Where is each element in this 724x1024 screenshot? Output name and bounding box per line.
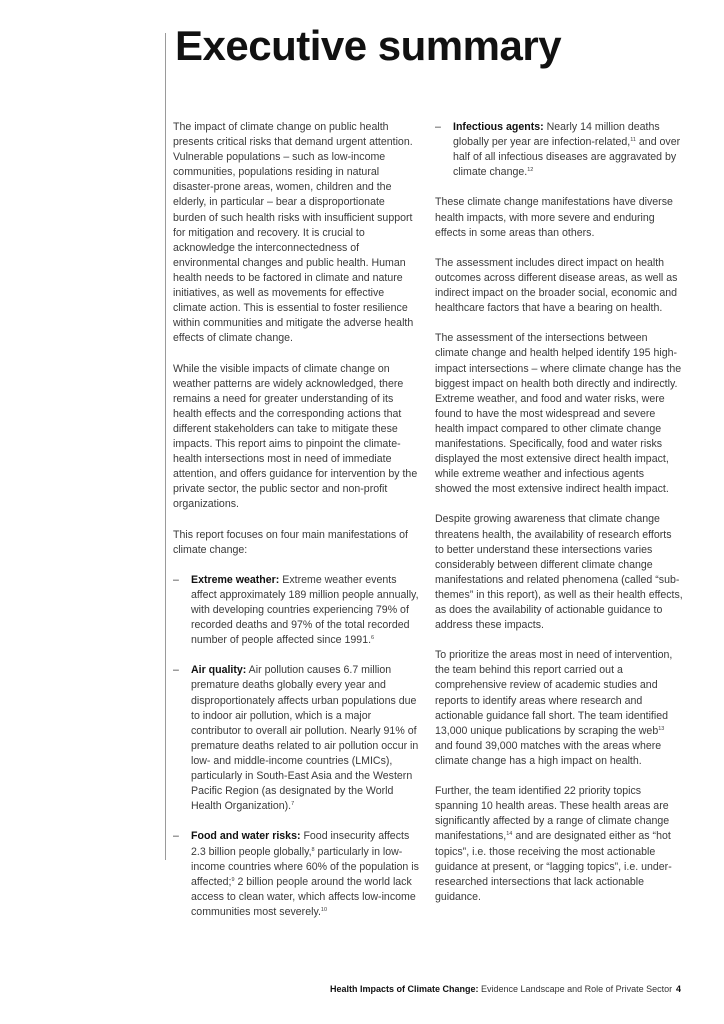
paragraph-text: To prioritize the areas most in need of intervention, the team behind this report carried out a comprehensive review of academic studies and reports to identify areas where research and actionable guidance fall short. The team identified 13,000 unique publications by scraping the web [435, 649, 673, 737]
paragraph-prioritization [435, 648, 683, 769]
bullet-food-water [173, 829, 420, 920]
page-number: 4 [676, 984, 682, 994]
bullet-text: Food insecurity affects 2.3 billion people globally, [191, 830, 410, 858]
bullet-label: Air quality: [191, 664, 247, 677]
bullet-text: particularly in low-income countries where 60% of the population is affected; [191, 845, 419, 888]
footer-title-bold: Health Impacts of Climate Change: [330, 984, 479, 994]
page-title: Executive summary [175, 22, 562, 69]
paragraph-assessment-scope: The assessment includes direct impact on health outcomes across different disease areas, as well as indirect impact on the broader social, economic and healthcare factors that have a bearing on health. [435, 256, 678, 315]
bullet-label: Extreme weather: [191, 573, 280, 586]
footnote-ref: 13 [658, 725, 665, 732]
footnote-ref: 12 [527, 167, 534, 174]
paragraph-intersections: The assessment of the intersections between climate change and health helped identify 195 high-impact intersections – where climate change has the biggest impact on health both directly and indirectly. Extreme weather, and food and water risks, were found to have the most widespread and severe health impact compared to other climate change manifestations. Specifically, food and water risks displayed the most extensive direct health impact, while extreme weather and infectious agents showed the most extensive indirect health impact. [435, 332, 682, 496]
bullet-dash: – [173, 830, 179, 843]
bullet-infectious-agents [435, 120, 683, 180]
paragraph-text: and found 39,000 matches with the areas where climate change has a high impact on health. [435, 739, 662, 767]
footer-title-rest: Evidence Landscape and Role of Private Sector [478, 984, 673, 994]
footer-title [330, 984, 672, 994]
margin-rule [165, 33, 166, 860]
footnote-ref: 9 [231, 876, 235, 883]
bullet-text: and over half of all infectious diseases are aggravated by climate change. [453, 136, 681, 179]
bullet-text: Air pollution causes 6.7 million premature deaths globally every year and disproportionately affects urban populations due to indoor air pollution, which is a major contributor to overall air pollution. Nearly 91% of premature deaths related to air pollution occur in low- and middle-income countries (LMICs), particularly in South-East Asia and the Western Pacific Region (as designated by the World Health Organization). [191, 664, 419, 813]
footnote-ref: 14 [506, 831, 513, 838]
bullet-text: Nearly 14 million deaths globally per year are infection-related, [453, 121, 660, 149]
paragraph-four-manifestations: This report focuses on four main manifestations of climate change: [173, 528, 408, 556]
paragraph-diverse-impacts: These climate change manifestations have diverse health impacts, with more severe and enduring effects in some areas than others. [435, 196, 673, 239]
paragraph-priority-topics [435, 784, 683, 905]
paragraph-text: and are designated either as “hot topics”, i.e. those receiving the most actionable guidance at present, or “lagging topics”, i.e. under-researched intersections that lack actionable guidance. [435, 830, 672, 903]
bullet-dash: – [173, 573, 179, 586]
bullet-text: 2 billion people around the world lack access to clean water, which affects low-income communities most severely. [191, 875, 416, 918]
footnote-ref: 7 [291, 801, 295, 808]
bullet-air-quality [173, 663, 420, 814]
paragraph-text: Further, the team identified 22 priority topics spanning 10 health areas. These health areas are significantly affected by a range of climate change manifestations, [435, 785, 670, 843]
bullet-dash: – [173, 664, 179, 677]
paragraph-visible-impacts: While the visible impacts of climate change on weather patterns are widely acknowledged, there remains a need for greater understanding of its health effects and the corresponding actions that different stakeholders can take to mitigate these impacts. This report aims to pinpoint the climate-health intersections most in need of immediate attention, and offers guidance for intervention by the private sector, the public sector and non-profit organizations. [173, 362, 418, 511]
bullet-extreme-weather [173, 573, 420, 648]
bullet-label: Infectious agents: [453, 121, 544, 133]
bullet-text: Extreme weather events affect approximately 189 million people annually, with developing countries experiencing 79% of recorded deaths and 97% of the total recorded number of people affected since 1991. [191, 573, 419, 647]
left-column [173, 120, 420, 935]
bullet-dash: – [435, 121, 441, 133]
paragraph-research-availability: Despite growing awareness that climate change threatens health, the availability of research efforts to better understand these intersections varies considerably between different climate change manifestations and related phenomena (called “sub-themes” in this report), as well as their health effects, as does the availability of actionable guidance to address these impacts. [435, 513, 683, 632]
footnote-ref: 11 [630, 137, 636, 144]
paragraph-intro: The impact of climate change on public health presents critical risks that demand urgent attention. Vulnerable populations – such as low-income communities, populations residing in natural disaster-prone areas, women, children and the elderly, in particular – bear a disproportionate burden of such health risks with insufficient support for mitigation and recovery. It is crucial to acknowledge the interconnectedness of environmental changes and public health. Human health needs to be factored in climate and nature initiatives, as well as movements for effective climate action. This is essential to foster resilience within communities and mitigate the adverse health effects of climate change. [173, 121, 414, 345]
footnote-ref: 8 [311, 846, 315, 853]
bullet-label: Food and water risks: [191, 830, 301, 843]
footnote-ref: 6 [371, 635, 375, 642]
footnote-ref: 10 [320, 906, 328, 913]
right-column [435, 120, 683, 920]
